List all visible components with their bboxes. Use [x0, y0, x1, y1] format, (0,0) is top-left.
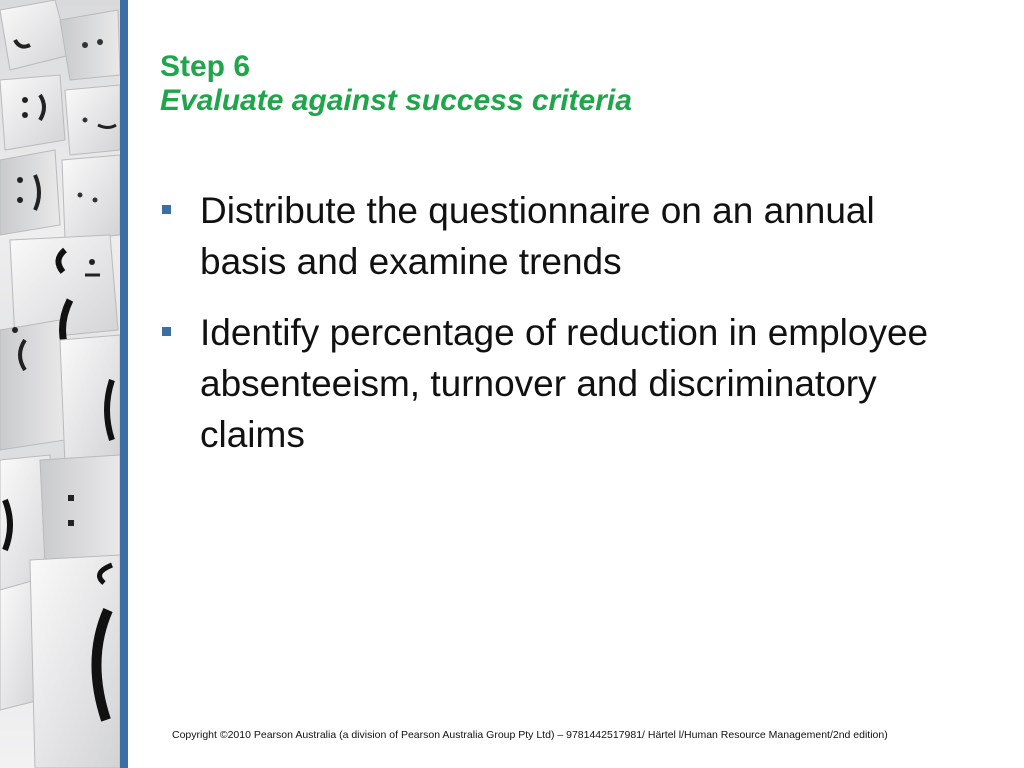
title-subtitle: Evaluate against success criteria — [160, 84, 632, 117]
square-bullet-icon — [162, 327, 171, 336]
dice-cube — [60, 10, 120, 80]
dice-cube — [65, 85, 120, 155]
dice-cube — [30, 555, 120, 768]
dice-cube — [62, 155, 120, 240]
bullet-text: Identify percentage of reduction in employee absenteeism, turnover and discriminatory claims — [200, 312, 929, 455]
slide-title — [160, 50, 980, 118]
copyright-footer: Copyright ©2010 Pearson Australia (a division of Pearson Australia Group Pty Ltd) – 9781442517981/ Härtel l/Human Resource Management/2nd edition) — [172, 729, 888, 741]
bullet-list — [160, 185, 950, 480]
dice-cube — [0, 75, 65, 150]
dice-cube — [0, 150, 60, 235]
smiley-dice-illustration — [0, 0, 120, 768]
title-step: Step 6 — [160, 50, 251, 83]
square-bullet-icon — [162, 205, 171, 214]
dice-cube — [40, 455, 120, 565]
smiley-dice-image — [0, 0, 120, 768]
dice-cube — [60, 335, 120, 465]
list-item — [160, 307, 950, 460]
accent-bar — [120, 0, 128, 768]
dice-cube — [0, 0, 70, 70]
list-item — [160, 185, 950, 287]
bullet-text: Distribute the questionnaire on an annual basis and examine trends — [200, 190, 875, 282]
